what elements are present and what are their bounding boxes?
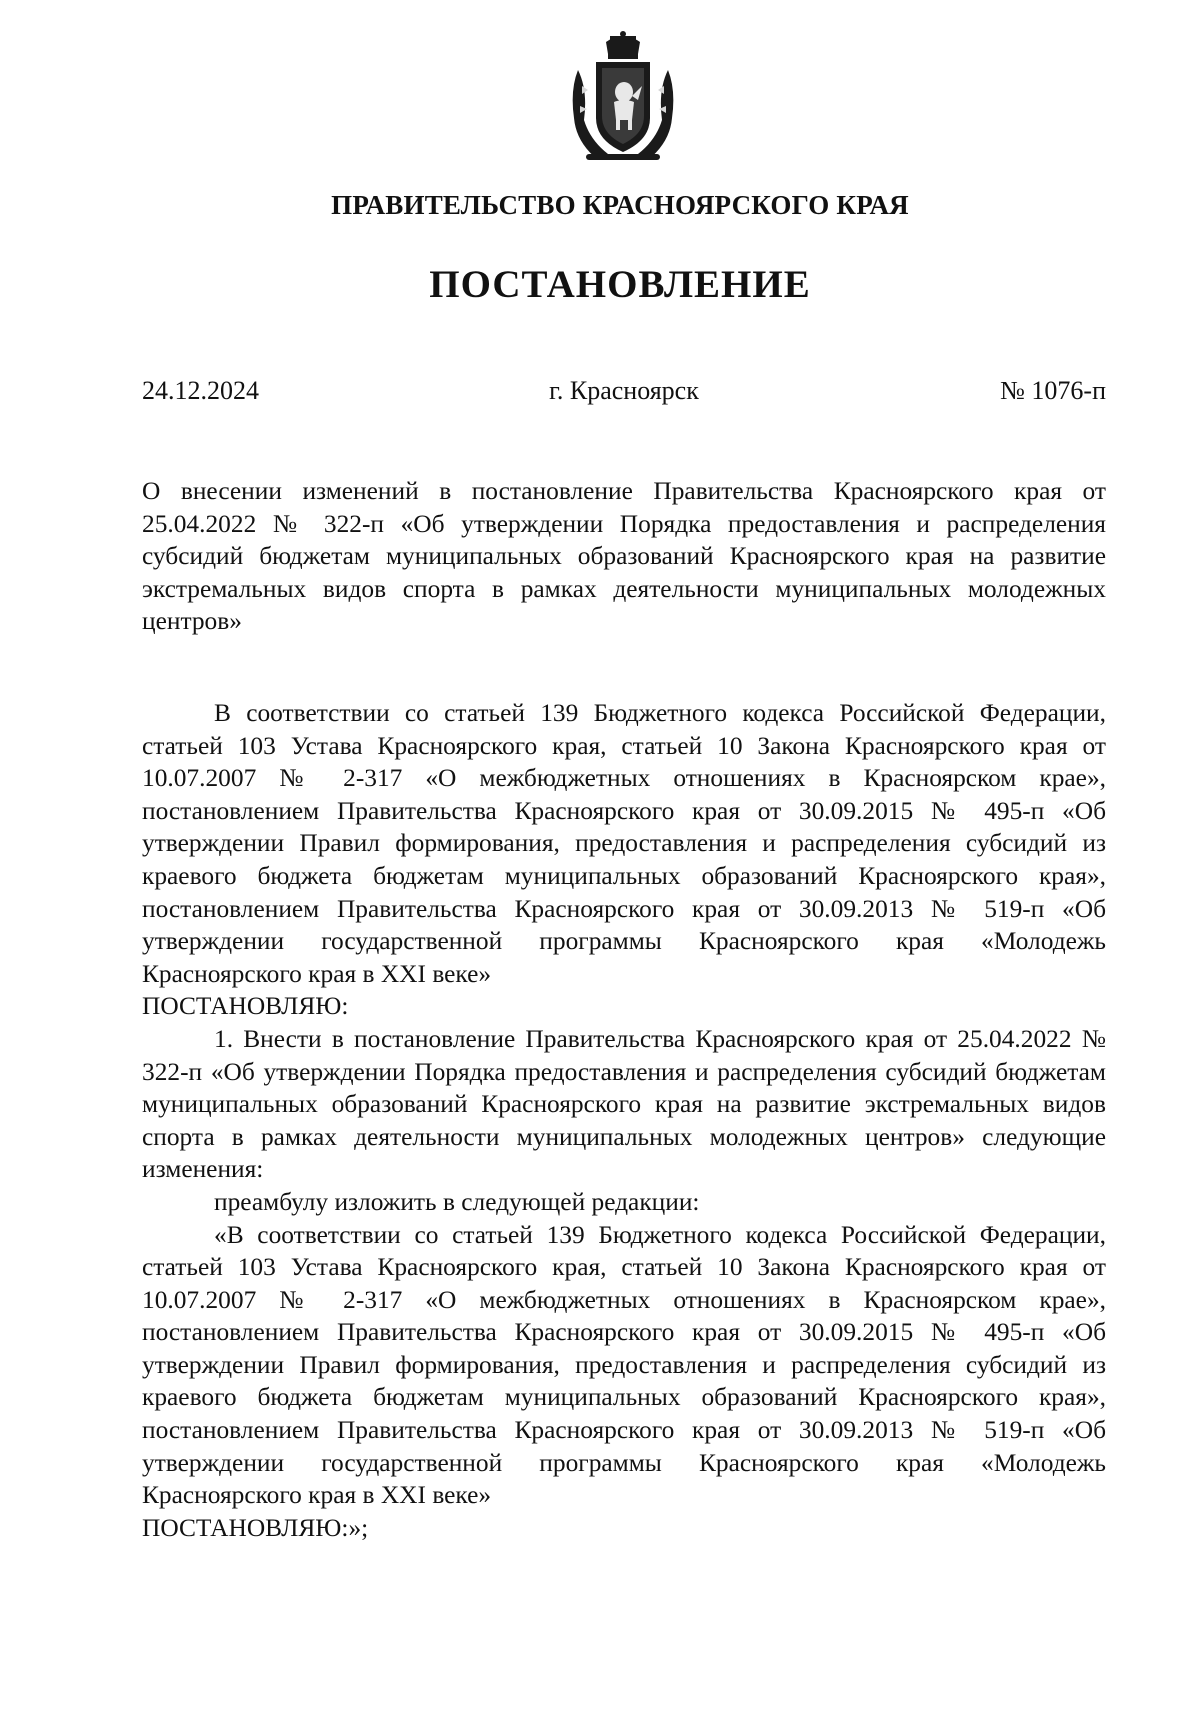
document-body [142,697,1106,1544]
document-number: № 1076-п [1000,376,1106,405]
item-1-paragraph: 1. Внести в постановление Правительства Красноярского края от 25.04.2022 № 322-п «Об утверждении Порядка предоставления и распределения субсидий бюджетам муниципальных образований Красноярского края на развитие экстремальных видов спорта в рамках деятельности муниципальных молодежных центров» следующие изменения: [142,1024,1106,1184]
document-place: г. Красноярск [549,376,699,405]
document-subject [142,475,1106,638]
document-meta-row [142,376,1106,410]
subject-text: О внесении изменений в постановление Правительства Красноярского края от 25.04.2022 № 322-п «Об утверждении Порядка предоставления и распределения субсидий бюджетам муниципальных образований Красноярского края на развитие экстремальных видов спорта в рамках деятельности муниципальных молодежных центров» [142,477,1106,636]
quoted-preamble-paragraph: «В соответствии со статьей 139 Бюджетного кодекса Российской Федерации, статьей 103 Устава Красноярского края, статьей 10 Закона Красноярского края от 10.07.2007 № 2-317 «О межбюджетных отношениях в Красноярском крае», постановлением Правительства Красноярского края от 30.09.2015 № 495-п «Об утверждении Правил формирования, предоставления и распределения субсидий из краевого бюджета бюджетам муниципальных образований Красноярского края», постановлением Правительства Красноярского края от 30.09.2013 № 519-п «Об утверждении государственной программы Красноярского края «Молодежь Красноярского края в XXI веке» [142,1220,1106,1510]
document-type-title: ПОСТАНОВЛЕНИЕ [429,263,811,306]
quoted-decree-word: ПОСТАНОВЛЯЮ:»; [142,1513,369,1542]
decree-word: ПОСТАНОВЛЯЮ: [142,992,349,1021]
coat-of-arms-icon [568,30,678,165]
issuing-authority: ПРАВИТЕЛЬСТВО КРАСНОЯРСКОГО КРАЯ [331,190,909,220]
document-date: 24.12.2024 [142,376,259,405]
preamble-paragraph: В соответствии со статьей 139 Бюджетного кодекса Российской Федерации, статьей 103 Устава Красноярского края, статьей 10 Закона Красноярского края от 10.07.2007 № 2-317 «О межбюджетных отношениях в Красноярском крае», постановлением Правительства Красноярского края от 30.09.2015 № 495-п «Об утверждении Правил формирования, предоставления и распределения субсидий из краевого бюджета бюджетам муниципальных образований Красноярского края», постановлением Правительства Красноярского края от 30.09.2013 № 519-п «Об утверждении государственной программы Красноярского края «Молодежь Красноярского края в XXI веке» [142,699,1106,988]
item-1-subparagraph: преамбулу изложить в следующей редакции: [214,1187,700,1216]
